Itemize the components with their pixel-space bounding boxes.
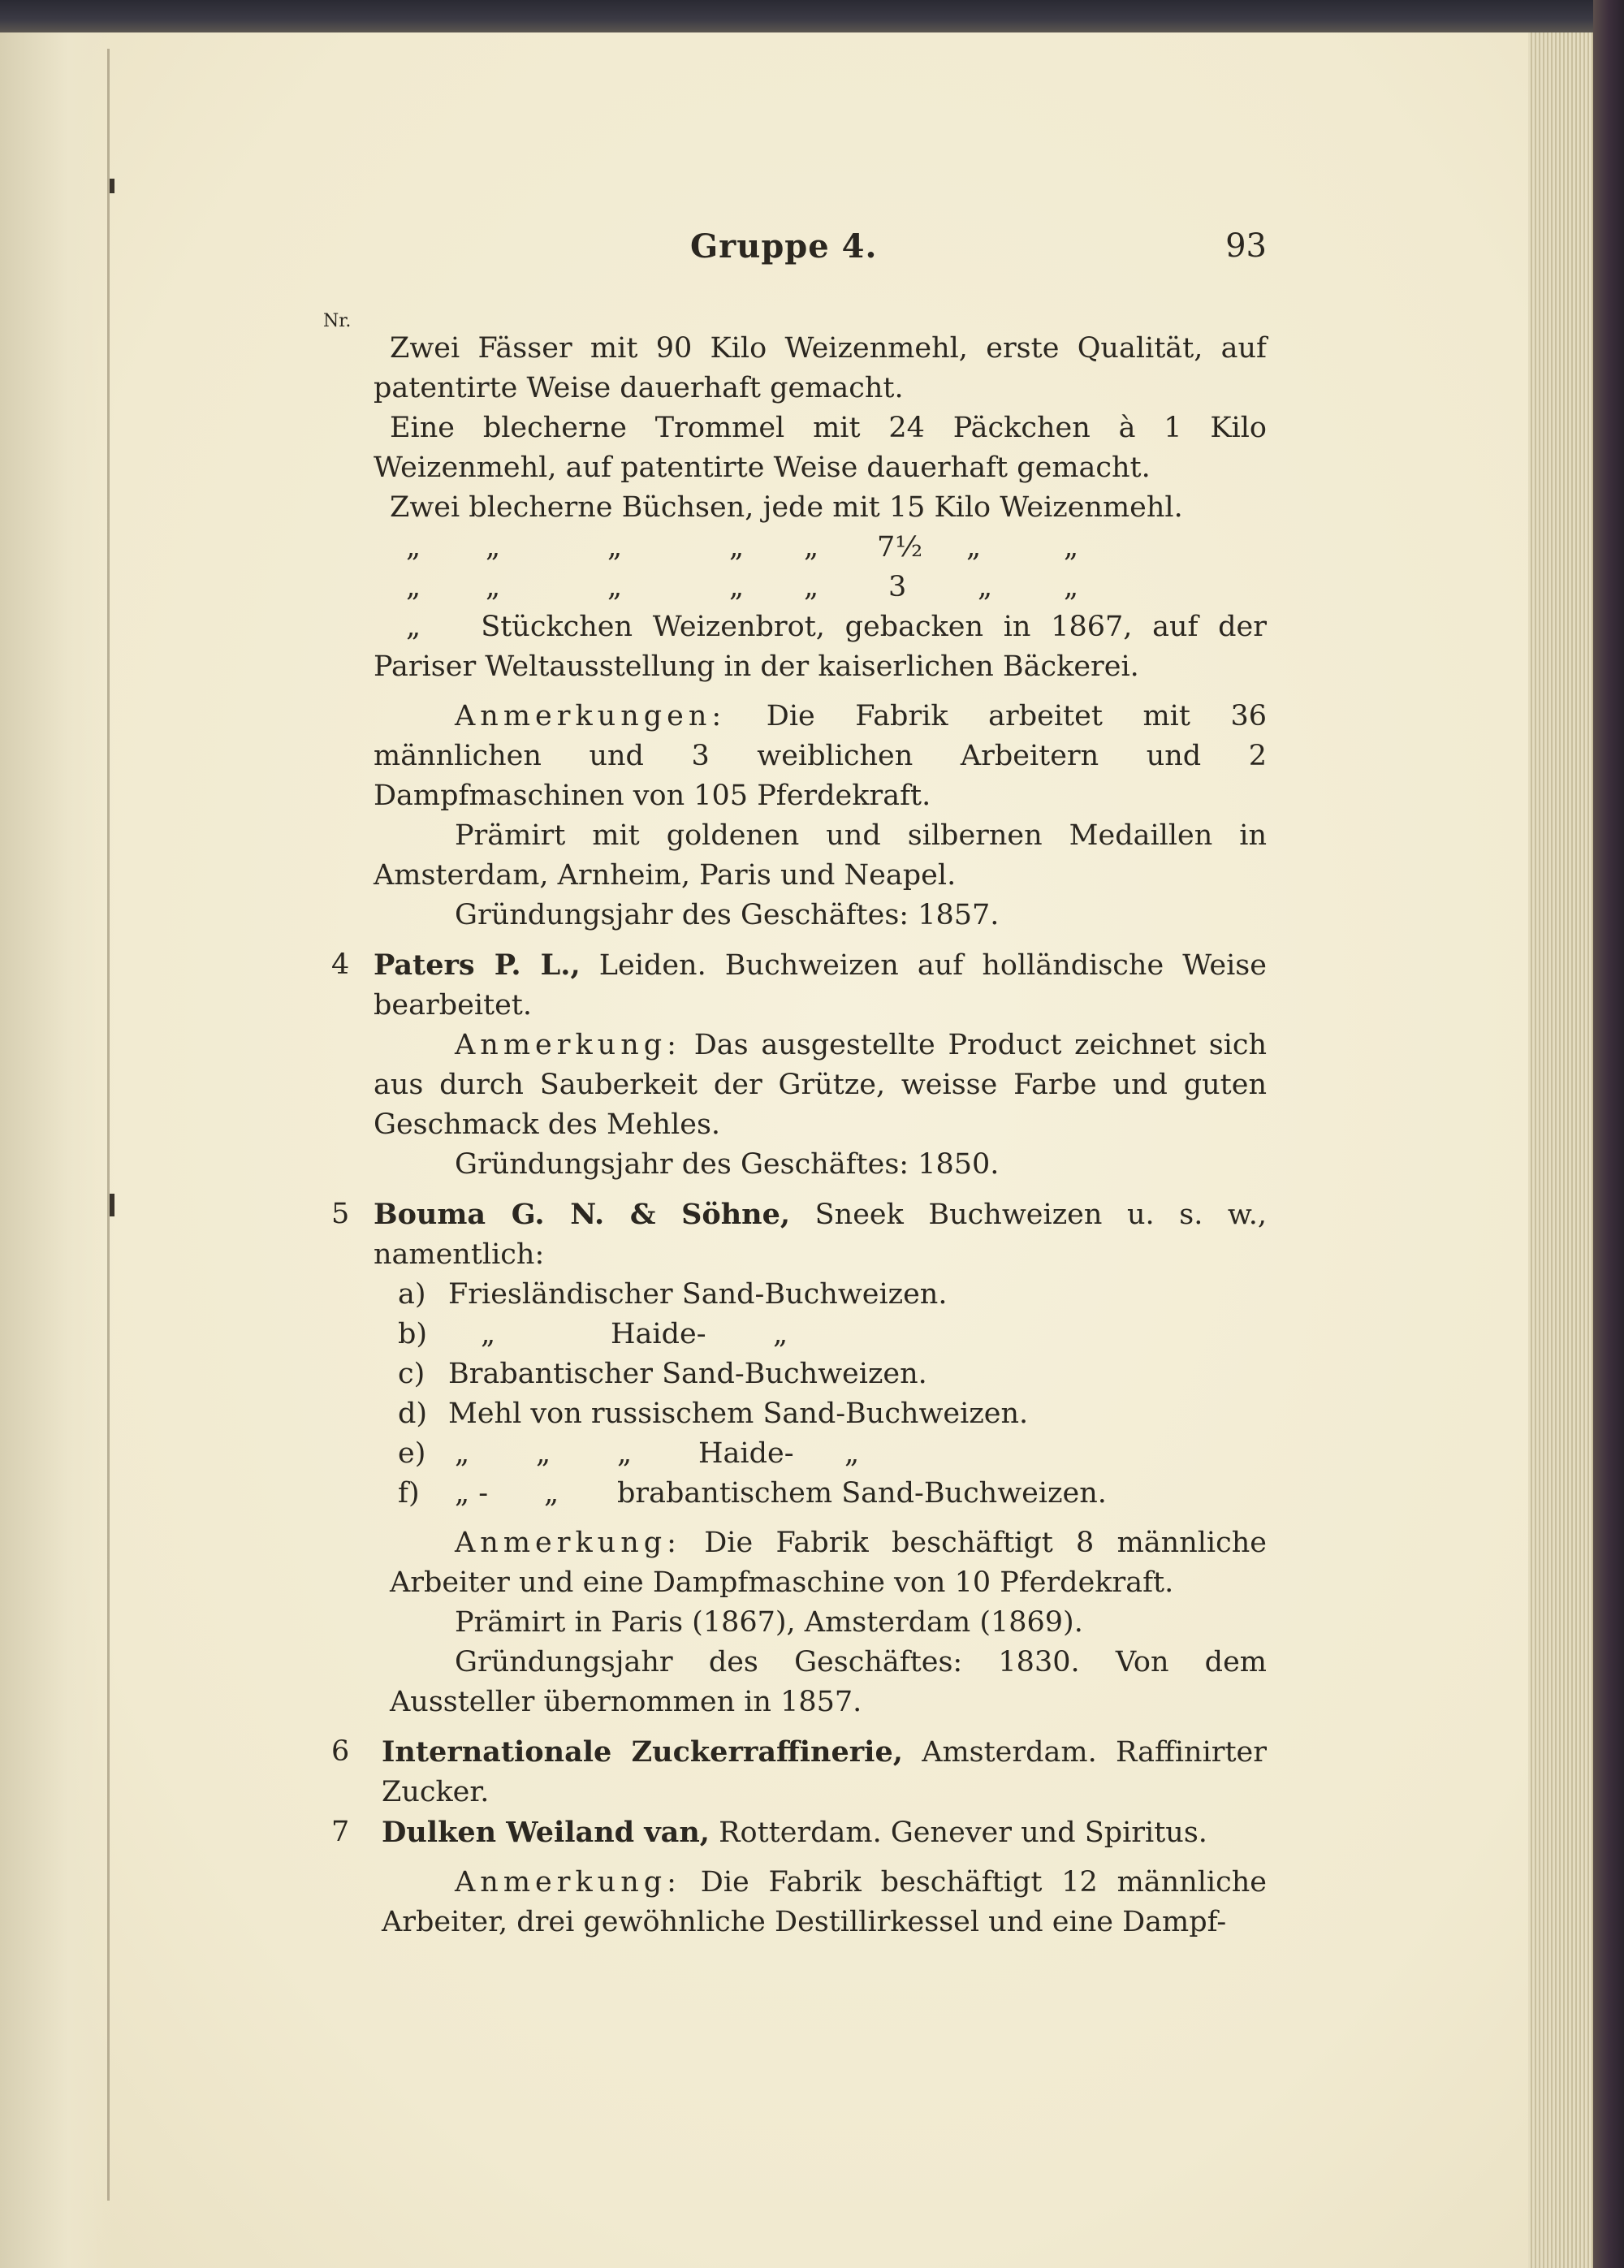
ditto-mark: „ [481,1318,496,1350]
list-item [374,1354,1267,1394]
entry-anmerkung [374,1523,1267,1603]
item-text: Friesländischer Sand-Buchweizen. [448,1278,948,1311]
entry-gruendung: Gründungsjahr des Geschäftes: 1830. Von dem Aussteller übernommen in 1857. [390,1646,1267,1718]
entry-text: Amsterdam. Raffinirter Zucker. [382,1736,1268,1808]
intro-anmerkung [374,697,1267,816]
anmerkung-label: Anmerkung: [455,1029,681,1061]
ditto-mark: „ [978,571,993,603]
ditto-mark: „ [844,1437,860,1470]
ditto-mark: „ [486,571,501,603]
ditto-mark: „ [406,531,421,564]
margin-mark [110,1194,114,1216]
ditto-mark: „ [544,1477,559,1510]
running-header [374,227,1267,276]
ditto-mark: „ [1064,531,1079,564]
intro-gruendung: Gründungsjahr des Geschäftes: 1857. [455,899,1000,931]
ditto-mark: „ [773,1318,788,1350]
entry-number: 4 [331,948,350,981]
margin-mark [110,179,114,193]
page-gutter [0,32,114,2268]
item-letter: d) [398,1398,428,1430]
ditto-mark: „ [804,531,819,564]
entry-4 [331,945,1267,1185]
list-item [374,1275,1267,1315]
firm-name: Bouma G. N. & Söhne, [374,1198,791,1231]
ditto-mark: „ [617,1437,633,1470]
anmerkung-label: Anmerkung: [455,1527,681,1559]
ditto-mark: „ [406,611,421,643]
ditto-row-2 [374,568,1267,607]
anmerkung-text: Das ausgestellte Product zeichnet sich aus durch Sauberkeit der Grütze, weisse Farbe und guten Geschmack des Mehles. [374,1029,1267,1141]
entry-7 [331,1812,1267,1942]
entry-5 [331,1194,1267,1722]
page-text [331,329,1268,1942]
entry-praemirt: Prämirt in Paris (1867), Amsterdam (1869). [455,1606,1083,1639]
anmerkung-label: Anmerkung: [455,1866,681,1899]
ditto-mark: „ - [455,1477,489,1510]
item-letter: c) [398,1358,425,1390]
entry-number: 7 [331,1816,350,1848]
page-number: 93 [1225,227,1267,265]
ditto-mark: „ [607,531,623,564]
list-item [374,1434,1267,1474]
intro-line-3: Zwei blecherne Büchsen, jede mit 15 Kilo Weizenmehl. [390,491,1183,524]
item-letter: f) [398,1477,420,1510]
ditto-mark: „ [804,571,819,603]
item-letter: e) [398,1437,426,1470]
item-letter: a) [398,1278,426,1311]
entry-number: 5 [331,1198,350,1230]
firm-name: Internationale Zuckerraffinerie, [382,1735,903,1769]
anmerkung-text: Die Fabrik beschäftigt 12 männliche Arbeiter, drei gewöhnliche Destillirkessel und eine Dampf- [382,1866,1267,1938]
intro-line-2: Eine blecherne Trommel mit 24 Päckchen à 1 Kilo Weizenmehl, auf patentirte Weise dauerhaft gemacht. [374,412,1267,484]
book-binding-right [1593,0,1624,2268]
gutter-fold-line [107,49,110,2201]
book-binding-top [0,0,1624,32]
page-edges [1528,32,1593,2268]
entry-number: 6 [331,1735,350,1768]
entry-anmerkung [382,1863,1267,1942]
ditto-mark: „ [486,531,501,564]
firm-name: Paters P. L., [374,948,581,982]
ditto-mark: „ [406,571,421,603]
firm-name: Dulken Weiland van, [382,1816,710,1849]
ditto-mark: „ [966,531,982,564]
ditto-mark: „ [729,571,745,603]
ditto-value: 3 [888,571,907,603]
ditto-mark: „ [607,571,623,603]
intro-line-4-text: Stückchen Weizenbrot, gebacken in 1867, auf der Pariser Weltausstellung in der kaiserlichen Bäckerei. [374,611,1267,683]
page-title: Gruppe 4. [690,227,878,266]
entry-text: Sneek Buchweizen u. s. w., namentlich: [374,1199,1267,1271]
item-text: Haide- [611,1318,706,1350]
list-item [374,1474,1267,1514]
anmerkung-text: Die Fabrik beschäftigt 8 männliche Arbeiter und eine Dampfmaschine von 10 Pferdekraft. [390,1527,1267,1599]
nr-label: Nr. [323,311,352,331]
list-item [374,1315,1267,1354]
ditto-row-1 [374,528,1267,568]
list-item [374,1394,1267,1434]
item-text: Mehl von russischem Sand-Buchweizen. [448,1398,1029,1430]
entry-6 [331,1732,1268,1812]
entry-text: Rotterdam. Genever und Spiritus. [719,1817,1207,1849]
ditto-mark: „ [1064,571,1079,603]
entry-gruendung: Gründungsjahr des Geschäftes: 1850. [455,1148,1000,1181]
ditto-mark: „ [536,1437,551,1470]
entry-text: Leiden. Buchweizen auf holländische Weise bearbeitet. [374,949,1267,1022]
item-letter: b) [398,1318,428,1350]
anmerkung-text: Die Fabrik arbeitet mit 36 männlichen und 3 weiblichen Arbeitern und 2 Dampfmaschinen von 105 Pferdekraft. [374,700,1267,812]
item-text: Brabantischer Sand-Buchweizen. [448,1358,927,1390]
anmerkung-label: Anmerkungen: [455,700,727,732]
ditto-mark: „ [455,1437,470,1470]
ditto-mark: „ [729,531,745,564]
intro-praemirt: Prämirt mit goldenen und silbernen Medaillen in Amsterdam, Arnheim, Paris und Neapel. [374,819,1267,892]
entry-anmerkung [374,1026,1267,1145]
ditto-value: 7½ [877,531,923,564]
item-text: brabantischem Sand-Buchweizen. [617,1477,1107,1510]
item-text: Haide- [698,1437,794,1470]
intro-line-1: Zwei Fässer mit 90 Kilo Weizenmehl, erste Qualität, auf patentirte Weise dauerhaft gemacht. [374,332,1267,404]
intro-line-4 [374,607,1267,687]
